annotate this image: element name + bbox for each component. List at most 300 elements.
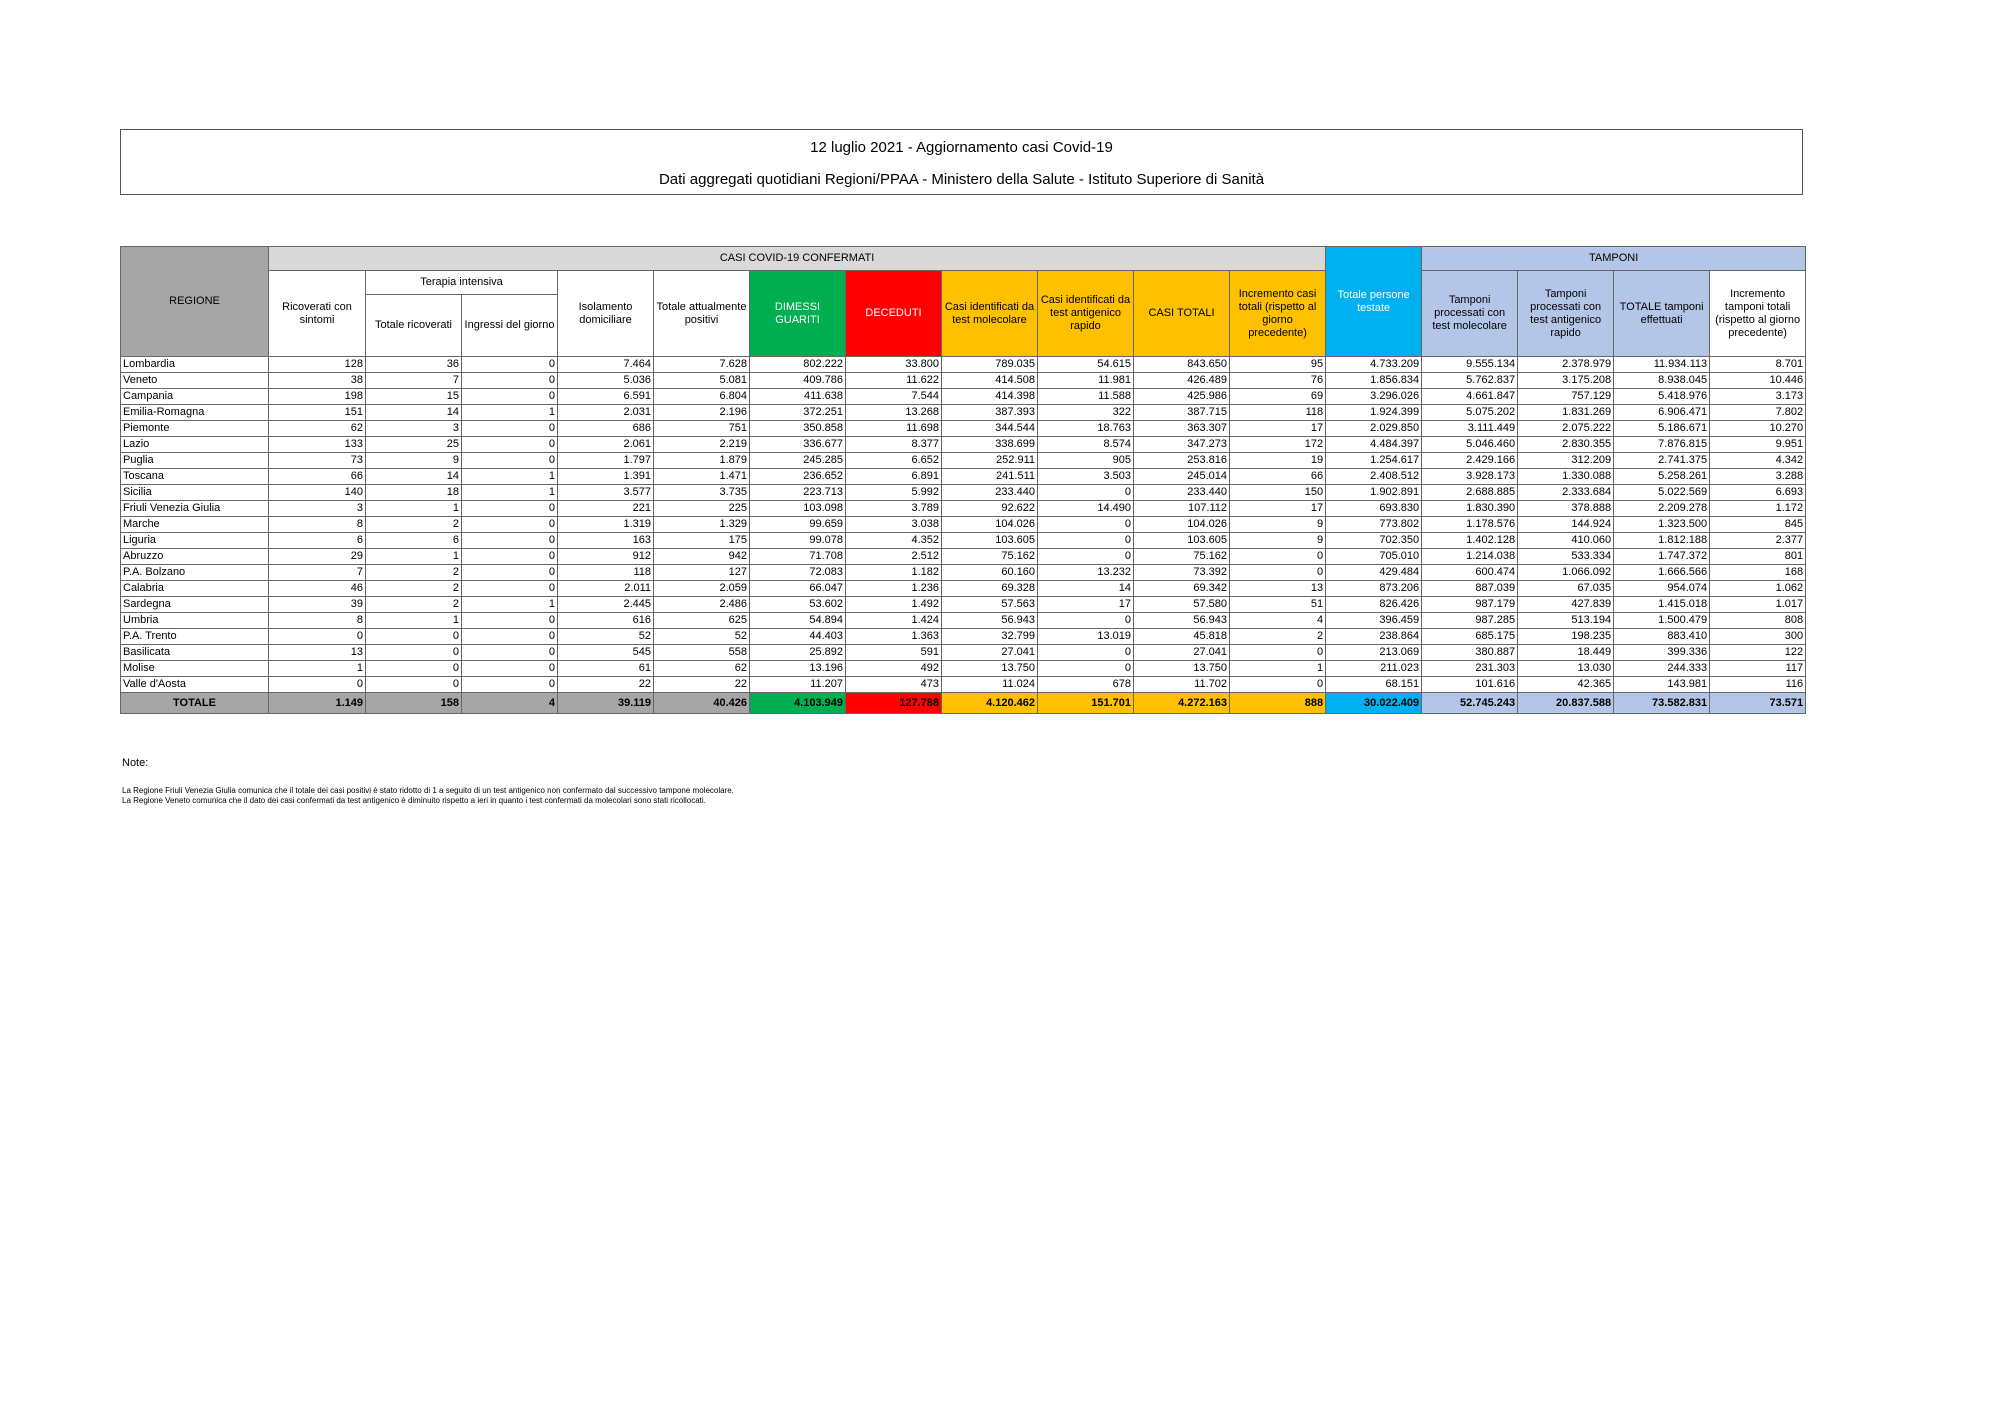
- table-cell: 38: [269, 373, 366, 389]
- table-cell: 103.605: [1134, 533, 1230, 549]
- table-cell: 0: [462, 645, 558, 661]
- table-cell: 5.992: [846, 485, 942, 501]
- table-cell: 2.209.278: [1614, 501, 1710, 517]
- table-cell: 3: [366, 421, 462, 437]
- table-cell: 3.173: [1710, 389, 1806, 405]
- table-cell: 19: [1230, 453, 1326, 469]
- table-cell: 347.273: [1134, 437, 1230, 453]
- table-row: [121, 533, 1806, 549]
- table-cell: 44.403: [750, 629, 846, 645]
- table-cell: 13.019: [1038, 629, 1134, 645]
- table-cell: 6: [366, 533, 462, 549]
- total-cell: 30.022.409: [1326, 693, 1422, 714]
- header-ti-ingressi: Ingressi del giorno: [462, 295, 558, 357]
- table-cell: 8.574: [1038, 437, 1134, 453]
- total-cell: 158: [366, 693, 462, 714]
- table-cell: 4.352: [846, 533, 942, 549]
- table-cell: 2.486: [654, 597, 750, 613]
- table-cell: 75.162: [942, 549, 1038, 565]
- table-row: [121, 453, 1806, 469]
- table-cell: 1.402.128: [1422, 533, 1518, 549]
- table-cell: 0: [1230, 677, 1326, 693]
- header-casi-molecolare: Casi identificati da test molecolare: [942, 271, 1038, 357]
- table-cell: 2.333.684: [1518, 485, 1614, 501]
- table-cell: 7.802: [1710, 405, 1806, 421]
- region-name: Marche: [121, 517, 269, 533]
- total-cell: 4.272.163: [1134, 693, 1230, 714]
- table-cell: 8.377: [846, 437, 942, 453]
- table-cell: 693.830: [1326, 501, 1422, 517]
- table-cell: 685.175: [1422, 629, 1518, 645]
- table-cell: 942: [654, 549, 750, 565]
- table-cell: 3.111.449: [1422, 421, 1518, 437]
- table-cell: 1: [366, 501, 462, 517]
- table-cell: 2.075.222: [1518, 421, 1614, 437]
- table-cell: 0: [1230, 645, 1326, 661]
- table-cell: 66: [1230, 469, 1326, 485]
- table-cell: 411.638: [750, 389, 846, 405]
- region-name: Sardegna: [121, 597, 269, 613]
- table-cell: 954.074: [1614, 581, 1710, 597]
- table-cell: 1.214.038: [1422, 549, 1518, 565]
- table-cell: 2.378.979: [1518, 357, 1614, 373]
- table-cell: 1.391: [558, 469, 654, 485]
- notes-label: Note:: [122, 757, 149, 769]
- header-regione: REGIONE: [121, 247, 269, 357]
- table-cell: 66: [269, 469, 366, 485]
- table-cell: 826.426: [1326, 597, 1422, 613]
- table-cell: 225: [654, 501, 750, 517]
- table-cell: 29: [269, 549, 366, 565]
- table-cell: 5.081: [654, 373, 750, 389]
- table-cell: 92.622: [942, 501, 1038, 517]
- header-incremento-casi: Incremento casi totali (rispetto al giorno precedente): [1230, 271, 1326, 357]
- table-cell: 2.512: [846, 549, 942, 565]
- table-cell: 409.786: [750, 373, 846, 389]
- table-row: [121, 389, 1806, 405]
- total-cell: 151.701: [1038, 693, 1134, 714]
- table-cell: 0: [1038, 549, 1134, 565]
- table-cell: 1.236: [846, 581, 942, 597]
- total-cell: 73.571: [1710, 693, 1806, 714]
- region-name: Lombardia: [121, 357, 269, 373]
- table-cell: 27.041: [1134, 645, 1230, 661]
- table-cell: 17: [1230, 421, 1326, 437]
- table-cell: 46: [269, 581, 366, 597]
- table-cell: 163: [558, 533, 654, 549]
- table-cell: 591: [846, 645, 942, 661]
- table-cell: 71.708: [750, 549, 846, 565]
- table-cell: 1: [462, 405, 558, 421]
- table-cell: 6.906.471: [1614, 405, 1710, 421]
- table-cell: 221: [558, 501, 654, 517]
- header-ti-totale-ricoverati: Totale ricoverati: [366, 295, 462, 357]
- region-name: Abruzzo: [121, 549, 269, 565]
- table-cell: 69: [1230, 389, 1326, 405]
- table-cell: 3.288: [1710, 469, 1806, 485]
- region-name: Puglia: [121, 453, 269, 469]
- table-cell: 10.270: [1710, 421, 1806, 437]
- table-cell: 103.098: [750, 501, 846, 517]
- table-cell: 1.856.834: [1326, 373, 1422, 389]
- table-cell: 2: [366, 581, 462, 597]
- table-cell: 245.285: [750, 453, 846, 469]
- header-ricoverati: Ricoverati con sintomi: [269, 271, 366, 357]
- table-body: [121, 357, 1806, 714]
- table-cell: 9.555.134: [1422, 357, 1518, 373]
- table-cell: 1.831.269: [1518, 405, 1614, 421]
- table-cell: 99.078: [750, 533, 846, 549]
- table-cell: 11.622: [846, 373, 942, 389]
- table-cell: 11.588: [1038, 389, 1134, 405]
- table-cell: 0: [1038, 613, 1134, 629]
- table-cell: 22: [654, 677, 750, 693]
- region-name: Molise: [121, 661, 269, 677]
- table-cell: 1: [462, 469, 558, 485]
- total-row: [121, 693, 1806, 714]
- table-cell: 101.616: [1422, 677, 1518, 693]
- table-cell: 1.902.891: [1326, 485, 1422, 501]
- table-cell: 2: [366, 565, 462, 581]
- table-cell: 2.408.512: [1326, 469, 1422, 485]
- table-cell: 233.440: [1134, 485, 1230, 501]
- total-label: TOTALE: [121, 693, 269, 714]
- table-cell: 1: [462, 597, 558, 613]
- table-cell: 116: [1710, 677, 1806, 693]
- table-cell: 5.075.202: [1422, 405, 1518, 421]
- table-cell: 0: [462, 373, 558, 389]
- table-cell: 107.112: [1134, 501, 1230, 517]
- table-cell: 3.296.026: [1326, 389, 1422, 405]
- table-cell: 336.677: [750, 437, 846, 453]
- table-cell: 14.490: [1038, 501, 1134, 517]
- table-cell: 61: [558, 661, 654, 677]
- table-cell: 6.652: [846, 453, 942, 469]
- table-cell: 72.083: [750, 565, 846, 581]
- table-cell: 600.474: [1422, 565, 1518, 581]
- table-cell: 3.789: [846, 501, 942, 517]
- table-cell: 545: [558, 645, 654, 661]
- table-row: [121, 501, 1806, 517]
- table-cell: 387.715: [1134, 405, 1230, 421]
- table-cell: 1.666.566: [1614, 565, 1710, 581]
- table-cell: 492: [846, 661, 942, 677]
- table-cell: 5.762.837: [1422, 373, 1518, 389]
- table-cell: 11.702: [1134, 677, 1230, 693]
- table-cell: 0: [1230, 565, 1326, 581]
- table-cell: 52: [654, 629, 750, 645]
- region-name: Toscana: [121, 469, 269, 485]
- table-cell: 0: [462, 421, 558, 437]
- table-cell: 1: [269, 661, 366, 677]
- table-cell: 558: [654, 645, 750, 661]
- table-cell: 8.701: [1710, 357, 1806, 373]
- region-name: Friuli Venezia Giulia: [121, 501, 269, 517]
- table-cell: 104.026: [1134, 517, 1230, 533]
- table-cell: 5.186.671: [1614, 421, 1710, 437]
- table-cell: 4.661.847: [1422, 389, 1518, 405]
- table-cell: 0: [462, 629, 558, 645]
- table-cell: 33.800: [846, 357, 942, 373]
- covid-data-table: [120, 246, 1806, 714]
- table-cell: 175: [654, 533, 750, 549]
- header-casi-antigenico: Casi identificati da test antigenico rapido: [1038, 271, 1134, 357]
- region-name: Emilia-Romagna: [121, 405, 269, 421]
- table-cell: 4.484.397: [1326, 437, 1422, 453]
- table-cell: 1.254.617: [1326, 453, 1422, 469]
- table-cell: 1.424: [846, 613, 942, 629]
- table-cell: 118: [1230, 405, 1326, 421]
- table-cell: 0: [366, 677, 462, 693]
- region-name: P.A. Trento: [121, 629, 269, 645]
- table-cell: 702.350: [1326, 533, 1422, 549]
- table-cell: 0: [366, 629, 462, 645]
- table-cell: 4.733.209: [1326, 357, 1422, 373]
- table-cell: 1.830.390: [1422, 501, 1518, 517]
- region-name: Piemonte: [121, 421, 269, 437]
- table-cell: 473: [846, 677, 942, 693]
- table-cell: 1: [1230, 661, 1326, 677]
- table-row: [121, 629, 1806, 645]
- table-cell: 51: [1230, 597, 1326, 613]
- table-cell: 52: [558, 629, 654, 645]
- table-cell: 14: [366, 405, 462, 421]
- table-cell: 1.924.399: [1326, 405, 1422, 421]
- table-cell: 13.750: [1134, 661, 1230, 677]
- table-row: [121, 677, 1806, 693]
- table-cell: 0: [462, 533, 558, 549]
- table-row: [121, 549, 1806, 565]
- table-cell: 1.319: [558, 517, 654, 533]
- table-cell: 0: [462, 389, 558, 405]
- table-cell: 73: [269, 453, 366, 469]
- table-cell: 322: [1038, 405, 1134, 421]
- table-cell: 2: [366, 597, 462, 613]
- table-cell: 0: [462, 549, 558, 565]
- table-cell: 344.544: [942, 421, 1038, 437]
- table-cell: 363.307: [1134, 421, 1230, 437]
- table-cell: 2.059: [654, 581, 750, 597]
- table-cell: 0: [1230, 549, 1326, 565]
- table-cell: 104.026: [942, 517, 1038, 533]
- table-cell: 883.410: [1614, 629, 1710, 645]
- region-name: Calabria: [121, 581, 269, 597]
- table-cell: 380.887: [1422, 645, 1518, 661]
- table-cell: 873.206: [1326, 581, 1422, 597]
- table-row: [121, 437, 1806, 453]
- table-cell: 987.285: [1422, 613, 1518, 629]
- table-cell: 36: [366, 357, 462, 373]
- table-cell: 13: [1230, 581, 1326, 597]
- table-cell: 144.924: [1518, 517, 1614, 533]
- header-isolamento: Isolamento domiciliare: [558, 271, 654, 357]
- total-cell: 73.582.831: [1614, 693, 1710, 714]
- table-cell: 0: [1038, 517, 1134, 533]
- table-cell: 0: [366, 661, 462, 677]
- table-cell: 372.251: [750, 405, 846, 421]
- table-cell: 117: [1710, 661, 1806, 677]
- table-cell: 427.839: [1518, 597, 1614, 613]
- table-cell: 0: [462, 501, 558, 517]
- table-cell: 414.398: [942, 389, 1038, 405]
- table-cell: 2.029.850: [1326, 421, 1422, 437]
- region-name: Umbria: [121, 613, 269, 629]
- table-cell: 426.489: [1134, 373, 1230, 389]
- table-row: [121, 421, 1806, 437]
- table-cell: 1.062: [1710, 581, 1806, 597]
- table-cell: 211.023: [1326, 661, 1422, 677]
- table-cell: 5.418.976: [1614, 389, 1710, 405]
- table-cell: 0: [462, 581, 558, 597]
- table-cell: 0: [1038, 533, 1134, 549]
- region-name: Campania: [121, 389, 269, 405]
- table-cell: 705.010: [1326, 549, 1422, 565]
- table-cell: 57.580: [1134, 597, 1230, 613]
- total-cell: 888: [1230, 693, 1326, 714]
- table-cell: 3.175.208: [1518, 373, 1614, 389]
- table-cell: 300: [1710, 629, 1806, 645]
- table-cell: 3.503: [1038, 469, 1134, 485]
- table-cell: 11.698: [846, 421, 942, 437]
- table-cell: 1: [366, 613, 462, 629]
- total-cell: 4.120.462: [942, 693, 1038, 714]
- table-cell: 133: [269, 437, 366, 453]
- table-cell: 1.330.088: [1518, 469, 1614, 485]
- header-tamponi-totale: TOTALE tamponi effettuati: [1614, 271, 1710, 357]
- table-cell: 625: [654, 613, 750, 629]
- table-cell: 808: [1710, 613, 1806, 629]
- table-cell: 1.812.188: [1614, 533, 1710, 549]
- table-cell: 13.268: [846, 405, 942, 421]
- page-subtitle: Dati aggregati quotidiani Regioni/PPAA - Ministero della Salute - Istituto Superiore di Sanità: [658, 171, 1265, 188]
- table-cell: 231.303: [1422, 661, 1518, 677]
- table-cell: 18.763: [1038, 421, 1134, 437]
- table-cell: 513.194: [1518, 613, 1614, 629]
- table-cell: 678: [1038, 677, 1134, 693]
- table-cell: 0: [1038, 485, 1134, 501]
- table-cell: 11.981: [1038, 373, 1134, 389]
- table-cell: 0: [269, 629, 366, 645]
- table-cell: 9.951: [1710, 437, 1806, 453]
- table-cell: 2.445: [558, 597, 654, 613]
- table-cell: 0: [366, 645, 462, 661]
- table-cell: 62: [269, 421, 366, 437]
- table-cell: 11.934.113: [1614, 357, 1710, 373]
- table-cell: 76: [1230, 373, 1326, 389]
- table-cell: 0: [462, 613, 558, 629]
- table-cell: 4: [1230, 613, 1326, 629]
- table-cell: 801: [1710, 549, 1806, 565]
- table-cell: 1.500.479: [1614, 613, 1710, 629]
- table-cell: 118: [558, 565, 654, 581]
- table-row: [121, 597, 1806, 613]
- table-cell: 25: [366, 437, 462, 453]
- table-cell: 350.858: [750, 421, 846, 437]
- total-cell: 4: [462, 693, 558, 714]
- table-cell: 387.393: [942, 405, 1038, 421]
- table-cell: 6.591: [558, 389, 654, 405]
- table-cell: 244.333: [1614, 661, 1710, 677]
- table-cell: 45.818: [1134, 629, 1230, 645]
- header-tamponi-antigenico: Tamponi processati con test antigenico rapido: [1518, 271, 1614, 357]
- table-cell: 5.258.261: [1614, 469, 1710, 485]
- region-name: Valle d'Aosta: [121, 677, 269, 693]
- note-friuli: La Regione Friuli Venezia Giulia comunica che il totale dei casi positivi è stato ridotto di 1 a seguito di un test antigenico non confermato dal successivo tampone molecolare.: [122, 786, 734, 795]
- table-cell: 6.804: [654, 389, 750, 405]
- table-cell: 11.207: [750, 677, 846, 693]
- table-cell: 7.544: [846, 389, 942, 405]
- table-cell: 252.911: [942, 453, 1038, 469]
- table-cell: 6.693: [1710, 485, 1806, 501]
- table-row: [121, 517, 1806, 533]
- table-row: [121, 373, 1806, 389]
- table-cell: 1.363: [846, 629, 942, 645]
- table-cell: 2.830.355: [1518, 437, 1614, 453]
- table-cell: 7.876.815: [1614, 437, 1710, 453]
- table-cell: 3: [269, 501, 366, 517]
- table-cell: 6: [269, 533, 366, 549]
- table-cell: 0: [462, 517, 558, 533]
- table-cell: 127: [654, 565, 750, 581]
- table-cell: 845: [1710, 517, 1806, 533]
- table-cell: 11.024: [942, 677, 1038, 693]
- table-cell: 2.061: [558, 437, 654, 453]
- table-cell: 7: [269, 565, 366, 581]
- header-casi-confermati: CASI COVID-19 CONFERMATI: [269, 247, 1326, 271]
- table-cell: 9: [1230, 533, 1326, 549]
- table-cell: 2.377: [1710, 533, 1806, 549]
- table-cell: 425.986: [1134, 389, 1230, 405]
- total-cell: 39.119: [558, 693, 654, 714]
- table-cell: 1.797: [558, 453, 654, 469]
- table-cell: 429.484: [1326, 565, 1422, 581]
- page-title: 12 luglio 2021 - Aggiornamento casi Covid-19: [810, 139, 1113, 156]
- table-cell: 533.334: [1518, 549, 1614, 565]
- header-incremento-tamponi: Incremento tamponi totali (rispetto al giorno precedente): [1710, 271, 1806, 357]
- table-cell: 53.602: [750, 597, 846, 613]
- table-cell: 3.928.173: [1422, 469, 1518, 485]
- table-cell: 338.699: [942, 437, 1038, 453]
- table-cell: 2.031: [558, 405, 654, 421]
- table-cell: 410.060: [1518, 533, 1614, 549]
- table-cell: 17: [1230, 501, 1326, 517]
- table-cell: 1.178.576: [1422, 517, 1518, 533]
- note-veneto: La Regione Veneto comunica che il dato dei casi confermati da test antigenico è diminuito rispetto a ieri in quanto i test confermati da molecolari sono stati ricollocati.: [122, 796, 706, 805]
- region-name: Sicilia: [121, 485, 269, 501]
- table-cell: 73.392: [1134, 565, 1230, 581]
- region-name: P.A. Bolzano: [121, 565, 269, 581]
- table-cell: 2.429.166: [1422, 453, 1518, 469]
- table-cell: 140: [269, 485, 366, 501]
- header-tamponi-molecolare: Tamponi processati con test molecolare: [1422, 271, 1518, 357]
- header-terapia-intensiva: Terapia intensiva: [366, 271, 558, 295]
- table-cell: 150: [1230, 485, 1326, 501]
- table-cell: 3.038: [846, 517, 942, 533]
- table-cell: 616: [558, 613, 654, 629]
- table-cell: 9: [366, 453, 462, 469]
- table-row: [121, 469, 1806, 485]
- table-cell: 1.182: [846, 565, 942, 581]
- header-dimessi-guariti: DIMESSI GUARITI: [750, 271, 846, 357]
- region-name: Lazio: [121, 437, 269, 453]
- table-cell: 7: [366, 373, 462, 389]
- table-cell: 2.196: [654, 405, 750, 421]
- header-persone-testate: Totale persone testate: [1326, 247, 1422, 357]
- table-cell: 7.464: [558, 357, 654, 373]
- table-cell: 0: [462, 437, 558, 453]
- table-cell: 1: [462, 485, 558, 501]
- table-cell: 1: [366, 549, 462, 565]
